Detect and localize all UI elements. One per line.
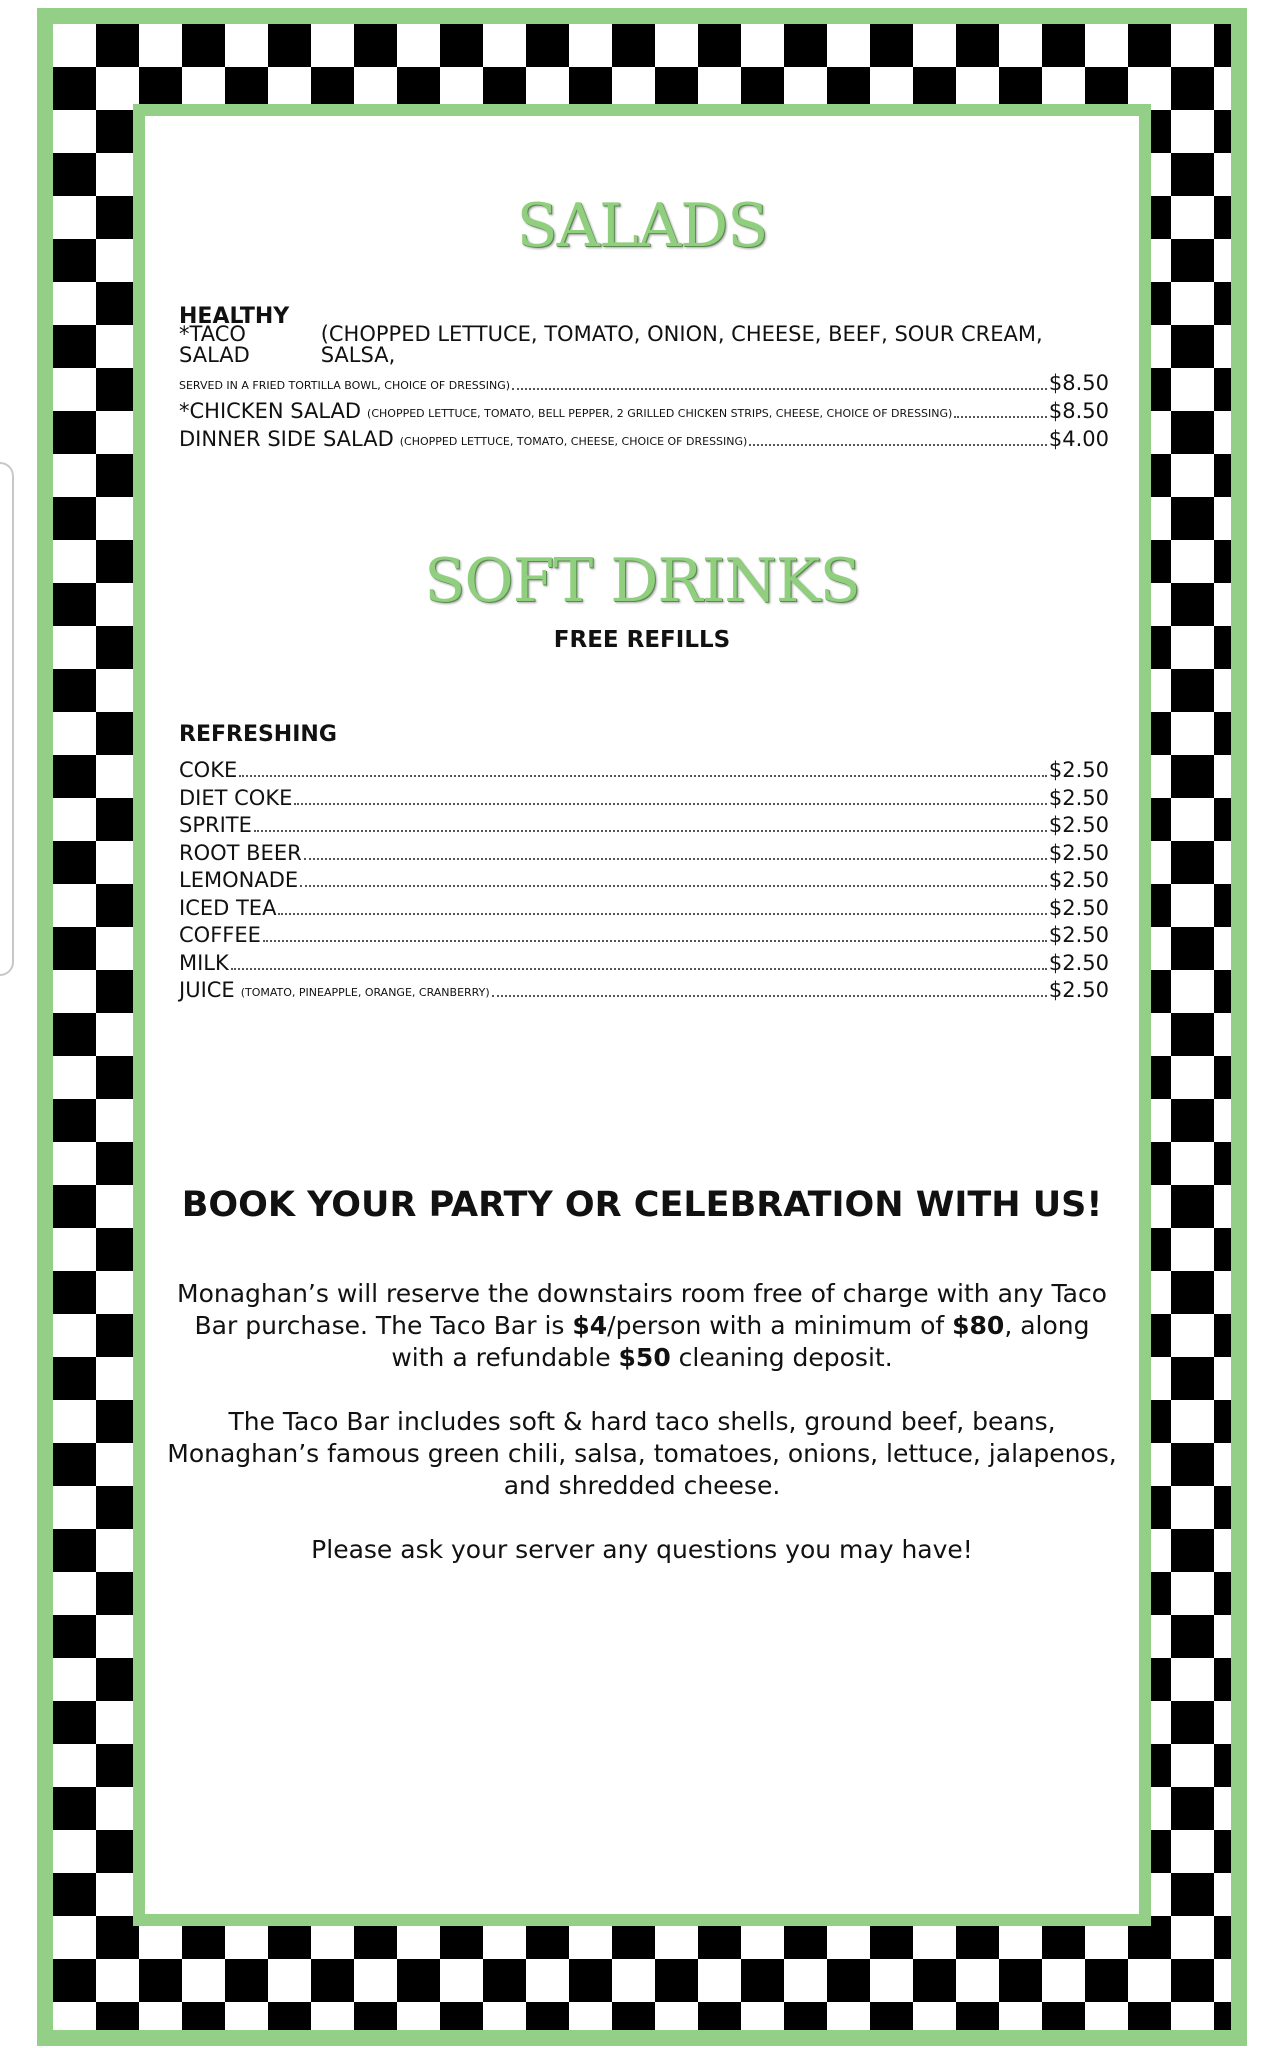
- drink-price: $2.50: [1048, 896, 1109, 920]
- soft-drinks-title: SOFT DRINKS: [424, 546, 860, 616]
- taco-salad-price: $8.50: [1048, 371, 1109, 395]
- party-paragraph-questions: Please ask your server any questions you may have!: [311, 1535, 973, 1564]
- drink-name: DIET COKE: [179, 786, 293, 810]
- dot-leader: [954, 416, 1047, 418]
- drink-name: JUICE: [179, 978, 235, 1002]
- drink-name: COKE: [179, 758, 238, 782]
- party-paragraph-reservation: [165, 1278, 1119, 1374]
- viewer-edge-tab[interactable]: [0, 462, 14, 976]
- taco-salad-line2: [179, 366, 1109, 394]
- drink-row: [179, 753, 1109, 781]
- drink-row: [179, 946, 1109, 974]
- drink-row: [179, 918, 1109, 946]
- drink-price: $2.50: [1048, 923, 1109, 947]
- taco-salad-name: *TACO SALAD: [179, 322, 250, 367]
- drink-desc: (TOMATO, PINEAPPLE, ORANGE, CRANBERRY): [240, 986, 490, 999]
- drink-row: [179, 808, 1109, 836]
- drink-price: $2.50: [1048, 841, 1109, 865]
- taco-bar-price: $4: [572, 1311, 608, 1340]
- party-text: Monaghan’s will reserve the downstairs room free of charge with any Taco Bar purchase. The Taco Bar is: [177, 1279, 1107, 1340]
- drink-price: $2.50: [1048, 786, 1109, 810]
- drink-name: LEMONADE: [179, 868, 299, 892]
- minimum-amount: $80: [952, 1311, 1005, 1340]
- dinner-side-salad-desc: (CHOPPED LETTUCE, TOMATO, CHEESE, CHOICE OF DRESSING): [399, 435, 748, 448]
- dot-leader: [492, 995, 1047, 997]
- dot-leader: [512, 388, 1047, 390]
- party-text: cleaning deposit.: [670, 1343, 893, 1372]
- drink-row: [179, 973, 1109, 1001]
- salads-category-heading: HEALTHY: [179, 304, 290, 329]
- drink-row: [179, 891, 1109, 919]
- party-text: , along with a refundable: [391, 1311, 1090, 1372]
- chicken-salad-row: [179, 394, 1109, 422]
- drinks-category-heading: REFRESHING: [179, 722, 337, 747]
- dinner-side-salad-name: DINNER SIDE SALAD: [179, 427, 394, 451]
- chicken-salad-name: *CHICKEN SALAD: [179, 399, 362, 423]
- drink-row: [179, 781, 1109, 809]
- dinner-side-salad-price: $4.00: [1048, 427, 1109, 451]
- drink-row: [179, 863, 1109, 891]
- taco-salad-line1: [179, 322, 1109, 367]
- drink-price: $2.50: [1048, 868, 1109, 892]
- drink-name: COFFEE: [179, 923, 261, 947]
- dot-leader: [304, 858, 1047, 860]
- party-text: /person with a minimum of: [607, 1311, 953, 1340]
- drink-price: $2.50: [1048, 813, 1109, 837]
- party-heading: BOOK YOUR PARTY OR CELEBRATION WITH US!: [181, 1185, 1103, 1225]
- drink-price: $2.50: [1048, 951, 1109, 975]
- dot-leader: [749, 444, 1047, 446]
- drink-price: $2.50: [1048, 758, 1109, 782]
- drink-price: $2.50: [1048, 978, 1109, 1002]
- drink-name: ICED TEA: [179, 896, 277, 920]
- deposit-amount: $50: [618, 1343, 671, 1372]
- menu-content: [145, 116, 1139, 1914]
- dot-leader: [263, 940, 1047, 942]
- dot-leader: [278, 913, 1046, 915]
- dot-leader: [239, 775, 1047, 777]
- salads-title: SALADS: [516, 191, 768, 261]
- drink-name: MILK: [179, 951, 229, 975]
- chicken-salad-desc: (CHOPPED LETTUCE, TOMATO, BELL PEPPER, 2 GRILLED CHICKEN STRIPS, CHEESE, CHOICE OF DRESSING): [367, 407, 953, 420]
- dinner-side-salad-row: [179, 422, 1109, 450]
- drink-name: ROOT BEER: [179, 841, 302, 865]
- free-refills-subtitle: FREE REFILLS: [553, 627, 731, 653]
- dot-leader: [300, 885, 1047, 887]
- taco-salad-desc-line1: (CHOPPED LETTUCE, TOMATO, ONION, CHEESE, BEEF, SOUR CREAM, SALSA,: [320, 322, 1043, 367]
- drink-row: [179, 836, 1109, 864]
- dot-leader: [294, 803, 1047, 805]
- dot-leader: [254, 830, 1047, 832]
- taco-salad-desc-line2: SERVED IN A FRIED TORTILLA BOWL, CHOICE OF DRESSING): [179, 379, 511, 392]
- dot-leader: [231, 968, 1047, 970]
- drink-name: SPRITE: [179, 813, 252, 837]
- menu-page: [37, 8, 1247, 2046]
- chicken-salad-price: $8.50: [1048, 399, 1109, 423]
- party-paragraph-taco-bar: The Taco Bar includes soft & hard taco shells, ground beef, beans, Monaghan’s famous green chili, salsa, tomatoes, onions, lettuce, jalapenos, and shredded cheese.: [167, 1407, 1117, 1500]
